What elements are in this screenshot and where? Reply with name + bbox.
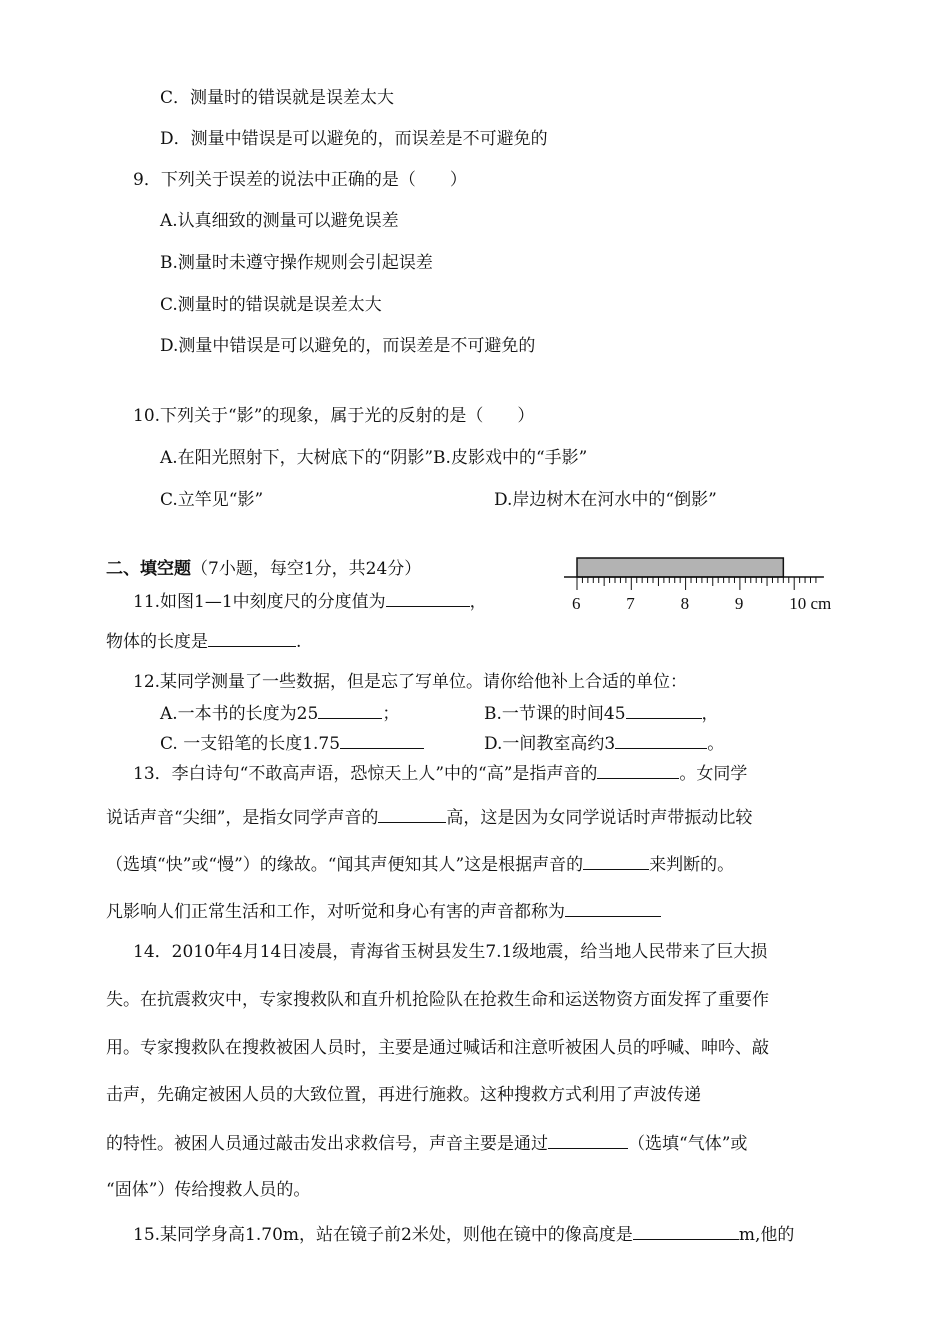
ruler-label: 9 <box>734 594 744 613</box>
q13-text-3b: 来判断的。 <box>649 855 735 875</box>
section-note: （7小题，每空1分，共24分） <box>191 559 422 579</box>
q13-text-1: 13．李白诗句“不敢高声语，恐惊天上人”中的“高”是指声音的 <box>133 764 598 784</box>
ruler-label: 6 <box>572 594 581 613</box>
q12-option-c <box>160 730 424 756</box>
q14-line-1: 14．2010年4月14日凌晨，青海省玉树县发生7.1级地震，给当地人民带来了巨大损 <box>133 942 768 962</box>
q14-line-5 <box>106 1130 747 1156</box>
ruler-label: 7 <box>626 594 635 613</box>
q10-option-c: C.立竿见“影” <box>160 490 264 510</box>
q12-blank-b[interactable] <box>626 700 702 719</box>
q12-option-d-text: D.一间教室高约3 <box>484 734 616 754</box>
q13-text-1-end: 。女同学 <box>679 764 748 784</box>
q10-stem: 10.下列关于“影”的现象，属于光的反射的是（ ） <box>133 406 535 426</box>
q11-blank-2[interactable] <box>208 628 296 647</box>
q12-option-c-text: C. 一支铅笔的长度1.75 <box>160 734 341 754</box>
q13-blank-2[interactable] <box>378 804 446 823</box>
q11-text-2-end: . <box>296 632 302 652</box>
ruler-label: 8 <box>680 594 690 613</box>
q13-blank-1[interactable] <box>597 760 679 779</box>
q12-option-b-end: ， <box>701 704 719 724</box>
q12-option-a-text: A.一本书的长度为25 <box>160 704 319 724</box>
q15-blank[interactable] <box>633 1221 739 1240</box>
q12-option-b <box>484 700 719 726</box>
q12-stem: 12.某同学测量了一些数据，但是忘了写单位。请你给他补上合适的单位： <box>133 672 688 692</box>
q8-option-d: D．测量中错误是可以避免的，而误差是不可避免的 <box>160 129 548 149</box>
q14-text-5a: 的特性。被困人员通过敲击发出求救信号，声音主要是通过 <box>106 1134 548 1154</box>
q11-line-2 <box>106 628 301 654</box>
q11-blank-1[interactable] <box>386 588 470 607</box>
q9-option-b: B.测量时未遵守操作规则会引起误差 <box>160 253 433 273</box>
q11-text-1: 11.如图1—1中刻度尺的分度值为 <box>133 592 386 612</box>
q13-blank-4[interactable] <box>565 898 661 917</box>
q12-option-d-end: 。 <box>707 734 725 754</box>
q14-line-2: 失。在抗震救灾中，专家搜救队和直升机抢险队在抢救生命和运送物资方面发挥了重要作 <box>106 990 769 1010</box>
section-title: 二、填空题 <box>106 559 191 579</box>
q14-line-3: 用。专家搜救队在搜救被困人员时，主要是通过喊话和注意听被困人员的呼喊、呻吟、敲 <box>106 1038 769 1058</box>
ruler-figure <box>560 555 840 625</box>
q13-line-4 <box>106 898 661 924</box>
q13-text-2b: 高，这是因为女同学说话时声带振动比较 <box>446 808 753 828</box>
q12-option-a <box>160 700 399 726</box>
q14-text-5b: （选填“气体”或 <box>628 1134 748 1154</box>
q14-blank[interactable] <box>548 1130 628 1149</box>
q15-text-1a: 15.某同学身高1.70m，站在镜子前2米处，则他在镜中的像高度是 <box>133 1225 633 1245</box>
q15-line-1 <box>133 1221 794 1247</box>
q12-option-b-text: B.一节课的时间45 <box>484 704 626 724</box>
q9-option-a: A.认真细致的测量可以避免误差 <box>160 211 399 231</box>
measured-object <box>577 558 783 577</box>
q12-blank-c[interactable] <box>340 730 424 749</box>
q12-option-d <box>484 730 724 756</box>
q13-text-4: 凡影响人们正常生活和工作，对听觉和身心有害的声音都称为 <box>106 902 565 922</box>
q9-stem: 9．下列关于误差的说法中正确的是（ ） <box>133 170 467 190</box>
q10-option-d: D.岸边树木在河水中的“倒影” <box>494 490 717 510</box>
ruler-label: 10 cm <box>789 594 832 613</box>
q13-blank-3[interactable] <box>583 851 649 870</box>
q12-option-a-end: ； <box>382 704 400 724</box>
q8-option-c: C．测量时的错误就是误差太大 <box>160 88 395 108</box>
q10-options-ab: A.在阳光照射下，大树底下的“阴影”B.皮影戏中的“手影” <box>160 448 588 468</box>
q12-blank-d[interactable] <box>615 730 707 749</box>
q13-line-1 <box>133 760 747 786</box>
q13-text-3a: （选填“快”或“慢”）的缘故。“闻其声便知其人”这是根据声音的 <box>106 855 584 875</box>
q13-line-3 <box>106 851 734 877</box>
q11-text-1-end: ， <box>469 592 487 612</box>
q11-text-2: 物体的长度是 <box>106 632 208 652</box>
q14-line-6: “固体”）传给搜救人员的。 <box>106 1180 311 1200</box>
q13-line-2 <box>106 804 752 830</box>
section-heading <box>106 557 421 581</box>
q13-text-2a: 说话声音“尖细”，是指女同学声音的 <box>106 808 379 828</box>
q15-text-1b: m,他的 <box>738 1225 795 1245</box>
q12-blank-a[interactable] <box>318 700 382 719</box>
q9-option-d: D.测量中错误是可以避免的，而误差是不可避免的 <box>160 336 536 356</box>
q14-line-4: 击声，先确定被困人员的大致位置，再进行施救。这种搜救方式利用了声波传递 <box>106 1085 701 1105</box>
q9-option-c: C.测量时的错误就是误差太大 <box>160 295 382 315</box>
q11-line-1 <box>133 588 487 614</box>
